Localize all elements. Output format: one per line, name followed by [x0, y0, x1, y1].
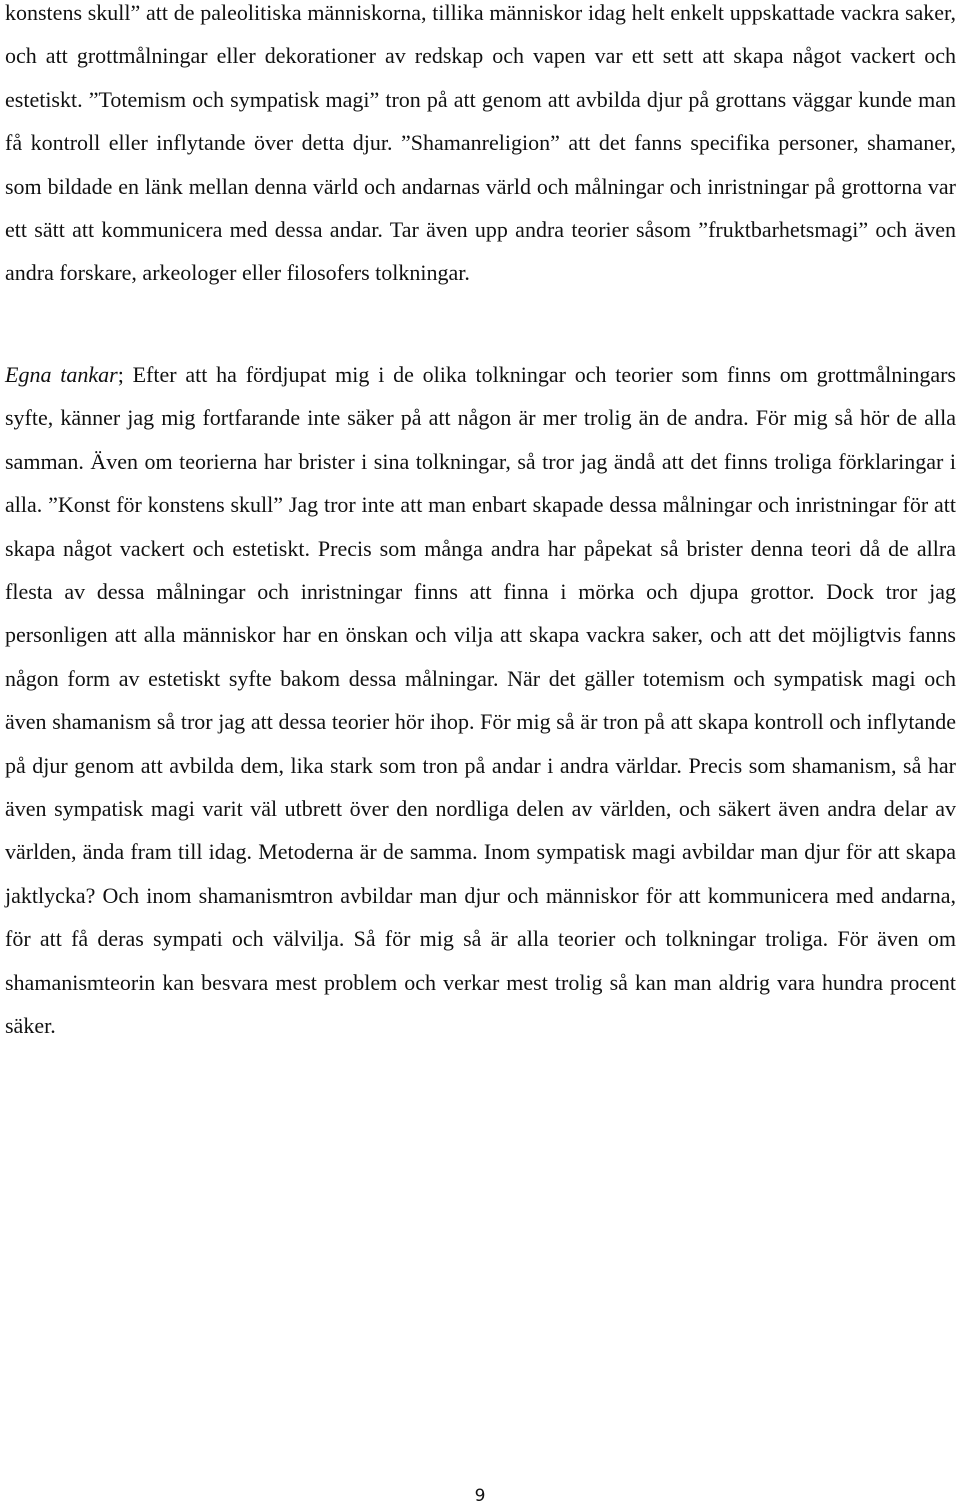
body-paragraph: konstens skull” att de paleolitiska människorna, tillika människor idag helt enkelt uppskattade vackra saker, och att grottmålningar eller dekorationer av redskap och vapen var ett sett att skapa något vackert och estetiskt. ”Totemism och sympatisk magi” tron på att genom att avbilda djur på grottans väggar kunde man få kontroll eller inflytande över detta djur. ”Shamanreligion” att det fanns specifika personer, shamaner, som bildade en länk mellan denna värld och andarnas värld och målningar och inristningar på grottorna var ett sätt att kommunicera med dessa andar. Tar även upp andra teorier såsom ”fruktbarhetsmagi” och även andra forskare, arkeologer eller filosofers tolkningar.	[5, 0, 956, 286]
body-paragraph-reflection	[5, 353, 956, 1048]
paragraph-body: ; Efter att ha fördjupat mig i de olika tolkningar och teorier som finns om grottmålningars syfte, känner jag mig fortfarande inte säker på att någon är mer trolig än de andra. För mig så hör de alla samman. Även om teorierna har brister i sina tolkningar, så tror jag ändå att det finns troliga förklaringar i alla. ”Konst för konstens skull” Jag tror inte att man enbart skapade dessa målningar och inristningar för att skapa något vackert och estetiskt. Precis som många andra har påpekat så brister denna teori då de allra flesta av dessa målningar och inristningar finns att finna i mörka och djupa grottor. Dock tror jag personligen att alla människor har en önskan och vilja att skapa vackra saker, och att det möjligtvis fanns någon form av estetiskt syfte bakom dessa målningar. När det gäller totemism och sympatisk magi och även shamanism så tror jag att dessa teorier hör ihop. För mig så är tron på att skapa kontroll och inflytande på djur genom att avbilda dem, lika stark som tron på andar i andra världar. Precis som shamanism, så har även sympatisk magi varit väl utbrett över den nordliga delen av världen, och säkert även andra delar av världen, ända fram till idag. Metoderna är de samma. Inom sympatisk magi avbildar man djur för att skapa jaktlycka? Och inom shamanismtron avbildar man djur och människor för att kommunicera med andarna, för att få deras sympati och välvilja. Så för mig så är alla teorier och tolkningar troliga. För även om shamanismteorin kan besvara mest problem och verkar mest trolig så kan man aldrig vara hundra procent säker.	[5, 362, 956, 1039]
page-number: 9	[474, 1486, 486, 1506]
section-lead-heading: Egna tankar	[5, 362, 118, 387]
